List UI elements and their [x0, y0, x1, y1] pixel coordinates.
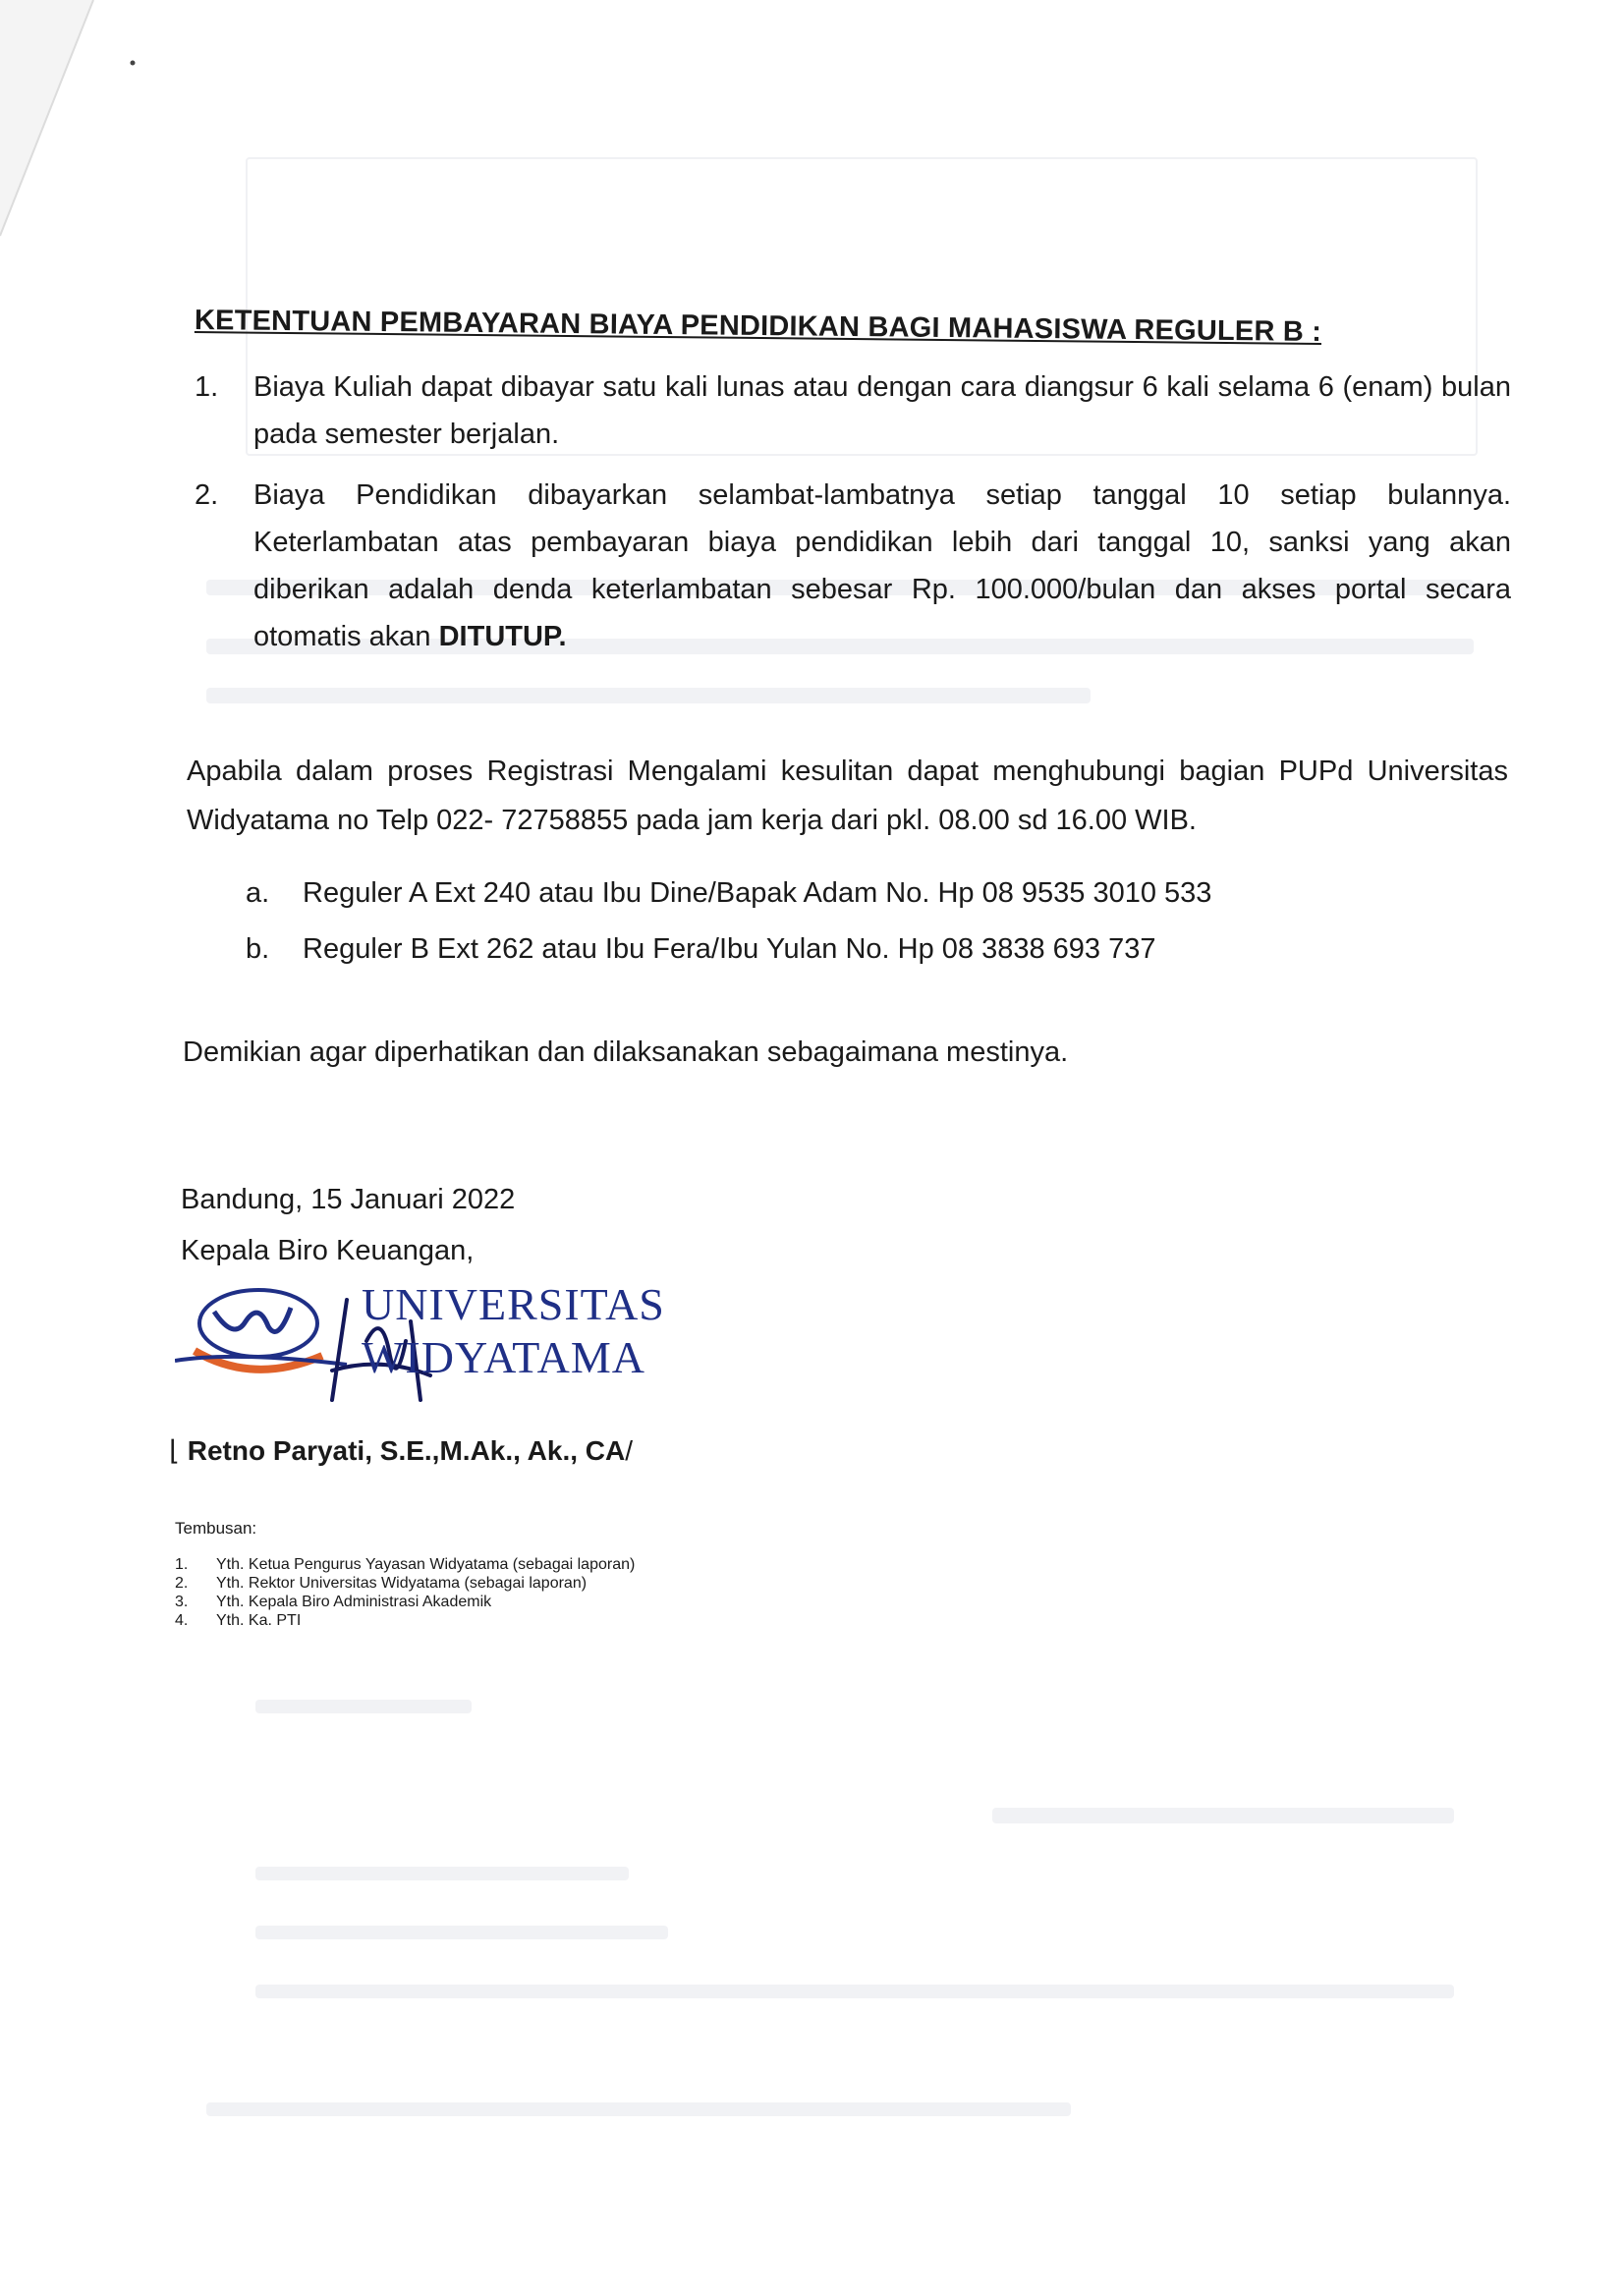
signature-tick-icon: ⌊: [169, 1435, 180, 1466]
contact-line: [246, 933, 1155, 966]
logo-text-widyatama: WIDYATAMA: [362, 1332, 645, 1382]
document-heading: KETENTUAN PEMBAYARAN BIAYA PENDIDIKAN BAGI MAHASISWA REGULER B :: [194, 305, 1322, 349]
showthrough-line: [255, 1867, 629, 1880]
cc-item: 2. Yth. Rektor Universitas Widyatama (sebagai laporan): [175, 1575, 588, 1592]
contact-label: b.: [246, 933, 270, 965]
logo-text-universitas: UNIVERSITAS: [362, 1279, 665, 1329]
showthrough-line: [255, 1700, 472, 1713]
contact-text: Reguler B Ext 262 atau Ibu Fera/Ibu Yulan No. Hp 08 3838 693 737: [303, 933, 1156, 965]
showthrough-line: [206, 688, 1091, 703]
signatory-position: Kepala Biro Keuangan,: [181, 1235, 475, 1266]
cc-item: 1. Yth. Ketua Pengurus Yayasan Widyatama (sebagai laporan): [175, 1556, 636, 1573]
cc-item: 4. Yth. Ka. PTI: [175, 1612, 302, 1629]
showthrough-line: [255, 1985, 1454, 1998]
signatory-name: ⌊ Retno Paryati, S.E.,M.Ak., Ak., CA/: [169, 1435, 634, 1466]
cc-title: Tembusan:: [175, 1519, 257, 1538]
list-item: [195, 472, 1511, 668]
showthrough-line: [992, 1808, 1454, 1823]
emphasis-text: DITUTUP.: [438, 621, 567, 652]
list-text: Biaya Kuliah dapat dibayar satu kali lunas atau dengan cara diangsur 6 kali selama 6 (enam) bulan pada semester berjalan.: [253, 371, 1511, 450]
list-number: 2.: [195, 479, 219, 511]
contact-text: Reguler A Ext 240 atau Ibu Dine/Bapak Adam No. Hp 08 9535 3010 533: [303, 877, 1212, 909]
signature-stroke-icon: /: [625, 1435, 634, 1466]
university-logo: [175, 1279, 686, 1410]
showthrough-line: [206, 2102, 1071, 2116]
list-number: 1.: [195, 371, 219, 403]
cc-item: 3. Yth. Kepala Biro Administrasi Akademik: [175, 1594, 492, 1610]
list-text: Biaya Pendidikan dibayarkan selambat-lambatnya setiap tanggal 10 setiap bulannya. Keterlambatan atas pembayaran biaya pendidikan lebih dari tanggal 10, sanksi yang akan diberikan adalah denda keterlambatan sebesar Rp. 100.000/bulan dan akses portal secara otomatis akan DITUTUP.: [253, 479, 1511, 652]
place-date: Bandung, 15 Januari 2022: [181, 1184, 516, 1215]
contact-label: a.: [246, 877, 270, 909]
scan-corner-shadow: [0, 0, 196, 255]
contact-line: [246, 877, 1211, 910]
contact-intro: Apabila dalam proses Registrasi Mengalami kesulitan dapat menghubungi bagian PUPd Universitas Widyatama no Telp 022- 72758855 pada jam kerja dari pkl. 08.00 sd 16.00 WIB.: [187, 756, 1508, 836]
closing-text: Demikian agar diperhatikan dan dilaksanakan sebagaimana mestinya.: [183, 1036, 1069, 1068]
list-item: [195, 364, 1511, 462]
showthrough-line: [255, 1926, 668, 1939]
